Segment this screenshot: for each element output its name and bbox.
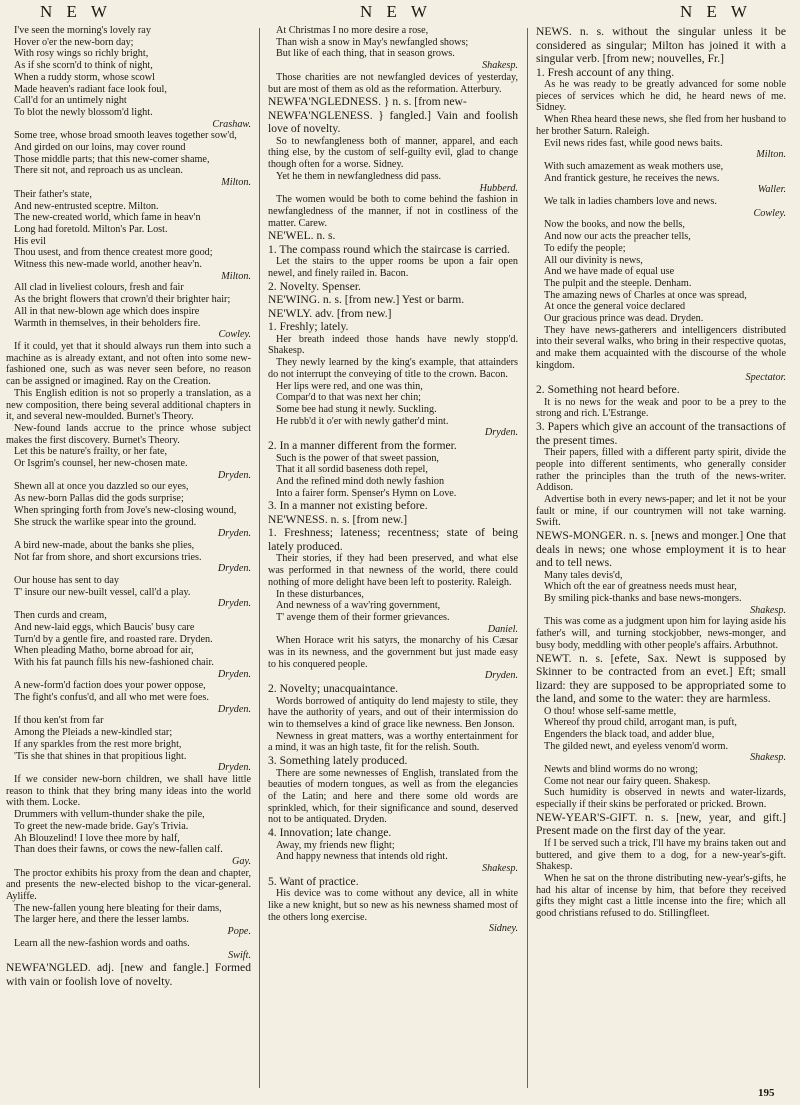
quotation-line: There sit not, and reproach us as unclean.	[14, 165, 183, 177]
quotation-line: When springing forth from Jove's new-closing wound,	[14, 504, 237, 516]
quotation-line: With rosy wings so richly bright,	[14, 48, 149, 60]
dictionary-entry-line: 1. Freshly; lately.	[268, 320, 349, 334]
citation-author: Dryden.	[217, 528, 251, 540]
citation-author: Shakesp.	[482, 60, 518, 72]
quotation-line: With his fat paunch fills his new-fashioned chair.	[14, 656, 214, 668]
quotation-line: We talk in ladies chambers love and news.	[544, 196, 717, 208]
quotation-line: It is no news for the weak and poor to be a prey to the strong and rich. L'Estrange.	[536, 396, 786, 420]
quotation-line: The new-fallen young here bleating for their dams,	[14, 902, 222, 914]
column-rule	[259, 28, 260, 1088]
quotation-line: 'Tis she that shines in that propitious light.	[14, 750, 187, 762]
quotation-line: Yet he them in newfangledness did pass.	[276, 170, 442, 182]
quotation-line: That it all sordid baseness doth repel,	[276, 464, 428, 476]
quotation-line: There are some newnesses of English, translated from the beauties of modern tongues, as well as from the elegancies of the Latin; and here and there some old words are sprinkled, which, for their significance and sound, deserved not to be antiquated. Dryden.	[268, 767, 518, 826]
dictionary-entry-line: NEWFA'NGLEDNESS. } n. s. [from new-	[268, 95, 467, 109]
quotation-line: Turn'd by a gentle fire, and roasted rare. Dryden.	[14, 633, 213, 645]
citation-author: Waller.	[757, 184, 786, 196]
quotation-line: This English edition is not so properly a translation, as a new composition, there being several additional chapters in it, and several new-moulded. Burnet's Theory.	[6, 387, 251, 423]
running-header-right: N E W	[680, 2, 752, 21]
page-number: 195	[758, 1087, 775, 1099]
quotation-line: T' insure our new-built vessel, call'd a play.	[14, 586, 191, 598]
quotation-line: Their stories, if they had been preserved, and what else was performed in that newness of the world, there could nothing of more delight have been left to posterity. Raleigh.	[268, 553, 518, 588]
quotation-line: When pleading Matho, borne abroad for air,	[14, 645, 194, 657]
citation-author: Cowley.	[753, 207, 786, 219]
citation-author: Dryden.	[217, 762, 251, 774]
quotation-line: Let the stairs to the upper rooms be upon a fair open newel, and finely railed in. Bacon.	[268, 256, 518, 280]
dictionary-entry-line: NEWS. n. s. without the singular unless it be considered as singular; Milton has joined it with a singular verb. [from new; nouvelles, Fr.]	[536, 25, 786, 65]
quotation-line: The women would be both to come behind the fashion in newfangledness of the manner, if not in costliness of the matter. Carew.	[268, 194, 518, 229]
quotation-line: Evil news rides fast, while good news baits.	[544, 137, 723, 149]
citation-author: Pope.	[227, 926, 251, 938]
quotation-line: Those middle parts; that this new-comer shame,	[14, 153, 210, 165]
quotation-line: The proctor exhibits his proxy from the dean and chapter, and presents the new-elected bishop to the vicar-general. Ayliffe.	[6, 867, 251, 903]
quotation-line: Among the Pleiads a new-kindled star;	[14, 727, 173, 739]
quotation-line: And frantick gesture, he receives the news.	[544, 172, 720, 184]
quotation-line: As the bright flowers that crown'd their brighter hair;	[14, 294, 231, 306]
quotation-line: All in that new-blown age which does inspire	[14, 305, 200, 317]
quotation-line: They have news-gatherers and intelligencers distributed into their several walks, who bring in their respective quotas, and make them acquainted with the discourse of the whole kingdom.	[536, 324, 786, 371]
dictionary-entry-line: NEWS-MONGER. n. s. [news and monger.] One that deals in news; one whose employment it is to hear and to tell news.	[536, 529, 786, 570]
quotation-line: All our divinity is news,	[544, 254, 643, 266]
dictionary-entry-line: 5. Want of practice.	[268, 874, 359, 888]
quotation-line: And girded on our loins, may cover round	[14, 142, 186, 154]
citation-author: Milton.	[221, 270, 251, 282]
citation-author: Dryden.	[484, 670, 518, 682]
quotation-line: When a ruddy storm, whose scowl	[14, 71, 155, 83]
dictionary-entry-line: NE'WEL. n. s.	[268, 229, 336, 243]
quotation-line: At Christmas I no more desire a rose,	[276, 25, 429, 36]
quotation-line: Which oft the ear of greatness needs must hear,	[544, 581, 737, 593]
quotation-line: Engenders the black toad, and adder blue,	[544, 728, 715, 740]
quotation-line: Witness this new-made world, another heav'n.	[14, 259, 202, 271]
quotation-line: And now our acts the preacher tells,	[544, 231, 691, 243]
citation-author: Dryden.	[217, 598, 251, 610]
quotation-line: Newts and blind worms do no wrong;	[544, 764, 698, 776]
citation-author: Sidney.	[488, 923, 518, 935]
quotation-line: Such humidity is observed in newts and water-lizards, especially if their skins be perforated or pricked. Brown.	[536, 787, 786, 811]
dictionary-entry-line: NEWFA'NGLENESS. } fangled.] Vain and foolish love of novelty.	[268, 108, 518, 136]
quotation-line: His evil	[14, 235, 46, 247]
quotation-line: The larger here, and there the lesser lambs.	[14, 914, 189, 926]
quotation-line: Long had foretold. Milton's Par. Lost.	[14, 223, 168, 235]
quotation-line: Her lips were red, and one was thin,	[276, 380, 423, 392]
quotation-line: And newness of a wav'ring government,	[276, 600, 441, 612]
quotation-line: Our house has sent to day	[14, 575, 119, 587]
quotation-line: She struck the warlike spear into the ground.	[14, 516, 197, 528]
quotation-line: The amazing news of Charles at once was spread,	[544, 289, 747, 301]
quotation-line: When Rhea heard these news, she fled from her husband to her brother Saturn. Raleigh.	[536, 114, 786, 137]
quotation-line: Into a fairer form. Spenser's Hymn on Love.	[276, 487, 457, 499]
dictionary-entry-line: 4. Innovation; late change.	[268, 826, 392, 840]
quotation-line: Made heaven's radiant face look foul,	[14, 83, 167, 95]
citation-author: Dryden.	[217, 563, 251, 575]
quotation-line: Drummers with vellum-thunder shake the pile,	[14, 809, 205, 821]
citation-author: Hubberd.	[479, 182, 518, 194]
quotation-line: If it could, yet that it should always run them into such a machine as is already extant, and not often into some new-fashioned one, such as was never seen before, no reason can be assigned or imagined. Ray on the Creation.	[6, 340, 251, 388]
dictionary-entry-line: 1. The compass round which the staircase is carried.	[268, 242, 510, 256]
quotation-line: He rubb'd it o'er with newly gather'd mint.	[276, 415, 449, 427]
quotation-line: To greet the new-made bride. Gay's Trivia.	[14, 820, 189, 832]
citation-author: Dryden.	[217, 469, 251, 481]
quotation-line: T' avenge them of their former grievances.	[276, 611, 450, 623]
quotation-line: If we consider new-born children, we shall have little reason to think that they bring many ideas into the world with them. Locke.	[6, 774, 251, 809]
dictionary-entry-line: 2. Novelty; unacquaintance.	[268, 682, 399, 696]
quotation-line: Let this be nature's frailty, or her fate,	[14, 446, 168, 458]
quotation-line: As he was ready to be greatly advanced for some noble pieces of services which he did, he heard news of me. Sidney.	[536, 79, 786, 114]
quotation-line: Their father's state,	[14, 188, 92, 200]
quotation-line: All clad in liveliest colours, fresh and fair	[14, 282, 184, 294]
quotation-line: And happy newness that intends old right.	[276, 851, 448, 863]
citation-author: Daniel.	[487, 623, 518, 635]
quotation-line: In these disturbances,	[276, 588, 364, 600]
column-right	[536, 25, 786, 1085]
dictionary-entry-line: NEWFA'NGLED. adj. [new and fangle.] Formed with vain or foolish love of novelty.	[6, 961, 251, 988]
quotation-line: By smiling pick-thanks and base news-mongers.	[544, 593, 742, 605]
dictionary-entry-line: 2. Novelty. Spenser.	[268, 279, 361, 293]
citation-author: Gay.	[232, 855, 251, 867]
quotation-line: Many tales devis'd,	[544, 569, 623, 581]
dictionary-entry-line: 2. Something not heard before.	[536, 383, 680, 397]
quotation-line: A bird new-made, about the banks she plies,	[14, 539, 195, 551]
quotation-line: Her breath indeed those hands have newly stopp'd. Shakesp.	[268, 333, 518, 357]
quotation-line: If I be served such a trick, I'll have my brains taken out and buttered, and give them to a dog, for a new-year's-gift. Shakesp.	[536, 837, 786, 873]
quotation-line: Learn all the new-fashion words and oaths.	[14, 937, 190, 949]
quotation-line: His device was to come without any device, all in white like a new knight, but so new as his newness shamed most of the others long exercise.	[268, 888, 518, 923]
dictionary-entry-line: 3. Something lately produced.	[268, 754, 408, 768]
quotation-line: Than does their fawns, or cows the new-fallen calf.	[14, 844, 223, 856]
quotation-line: And the refined mind doth newly fashion	[276, 475, 445, 487]
running-headers	[0, 2, 800, 24]
quotation-line: At once the general voice declared	[544, 301, 686, 313]
quotation-line: Our gracious prince was dead. Dryden.	[544, 313, 704, 325]
quotation-line: Words borrowed of antiquity do lend majesty to stile, they have the authority of years, and out of their intermission do win to themselves a kind of grace like newness. Ben Jonson.	[268, 695, 518, 731]
quotation-line: Than wish a snow in May's newfangled shows;	[276, 36, 469, 48]
quotation-line: If thou ken'st from far	[14, 715, 104, 727]
quotation-line: As new-born Pallas did the gods surprise;	[14, 493, 184, 505]
dictionary-entry-line: 2. In a manner different from the former.	[268, 439, 457, 453]
citation-author: Cowley.	[218, 329, 251, 341]
running-header-center: N E W	[360, 2, 432, 21]
quotation-line: Come not near our fairy queen. Shakesp.	[544, 775, 711, 787]
column-rule	[527, 28, 528, 1088]
quotation-line: So to newfangleness both of manner, apparel, and each thing else, by the custom of self-guilty evil, glad to change though often for a worse. Sidney.	[268, 135, 518, 171]
quotation-line: Or Isgrim's counsel, her new-chosen mate.	[14, 458, 188, 470]
dictionary-entry-line: 3. Papers which give an account of the transactions of the present times.	[536, 420, 786, 447]
dictionary-entry-line: 1. Fresh account of any thing.	[536, 65, 675, 79]
quotation-line: Ah Blouzelind! I love thee more by half,	[14, 832, 180, 844]
citation-author: Spectator.	[745, 371, 786, 383]
quotation-line: Some bee had stung it newly. Suckling.	[276, 403, 437, 415]
quotation-line: But like of each thing, that in season grows.	[276, 48, 455, 60]
quotation-line: And new-laid eggs, which Baucis' busy care	[14, 621, 195, 633]
citation-author: Shakesp.	[482, 863, 518, 875]
quotation-line: Some tree, whose broad smooth leaves together sow'd,	[14, 130, 237, 142]
quotation-line: To edify the people;	[544, 242, 626, 254]
quotation-line: Warmth in themselves, in their beholders fire.	[14, 317, 201, 329]
citation-author: Milton.	[756, 149, 786, 161]
dictionary-entry-line: NEW-YEAR'S-GIFT. n. s. [new, year, and gift.] Present made on the first day of the year.	[536, 810, 786, 838]
column-middle	[268, 25, 518, 1085]
quotation-line: A new-form'd faction does your power oppose,	[14, 680, 206, 692]
citation-author: Dryden.	[217, 668, 251, 680]
column-left	[6, 25, 251, 1085]
quotation-line: To blot the newly blossom'd light.	[14, 106, 153, 118]
quotation-line: Compar'd to that was next her chin;	[276, 392, 421, 404]
quotation-line: Now the books, and now the bells,	[544, 219, 685, 231]
running-header-left: N E W	[40, 2, 112, 21]
dictionary-entry-line: NE'WLY. adv. [from new.]	[268, 306, 392, 320]
quotation-line: New-found lands accrue to the prince whose subject makes the first discovery. Burnet's Theory.	[6, 422, 251, 446]
citation-author: Dryden.	[217, 703, 251, 715]
citation-author: Crashaw.	[212, 118, 251, 130]
quotation-line: I've seen the morning's lovely ray	[14, 25, 151, 36]
dictionary-entry-line: NEWT. n. s. [efete, Sax. Newt is supposed by Skinner to be contracted from an evet.] Eft; small lizard: they are supposed to be appropriated some to the land, and some to the water: they are harmless.	[536, 651, 786, 706]
quotation-line: Whereof thy proud child, arrogant man, is puft,	[544, 717, 737, 729]
quotation-line: Call'd for an untimely night	[14, 95, 127, 107]
quotation-line: When Horace writ his satyrs, the monarchy of his Cæsar was in its newness, and the government but just made easy to his conquered people.	[268, 635, 518, 670]
quotation-line: Advertise both in every news-paper; and let it not be your fault or mine, if our countrymen will not take warning. Swift.	[536, 494, 786, 529]
quotation-line: With such amazement as weak mothers use,	[544, 160, 724, 172]
citation-author: Shakesp.	[750, 752, 786, 764]
quotation-line: The new-created world, which fame in heav'n	[14, 212, 201, 224]
quotation-line: Hover o'er the new-born day;	[14, 36, 134, 48]
quotation-line: Such is the power of that sweet passion,	[276, 452, 439, 464]
citation-author: Dryden.	[484, 427, 518, 439]
quotation-line: They newly learned by the king's example, that attainders do not interrupt the conveying of title to the crown. Bacon.	[268, 357, 518, 380]
dictionary-entry-line: 3. In a manner not existing before.	[268, 499, 428, 513]
quotation-line: And we have made of equal use	[544, 266, 675, 278]
quotation-line: When he sat on the throne distributing new-year's-gifts, he had his altar of incense by him, that before they received gifts they might cast a little incense into the fire; which all good christians refused to do. Stillingfleet.	[536, 872, 786, 920]
quotation-line: As if she scorn'd to think of night,	[14, 60, 153, 72]
quotation-line: This was come as a judgment upon him for laying aside his father's will, and turning stockjobber, news-monger, and busy body, meddling with other people's affairs. Arbuthnot.	[536, 616, 786, 651]
quotation-line: Newness in great matters, was a worthy entertainment for a mind, it was an high taste, fit for the relish. South.	[268, 730, 518, 754]
dictionary-entry-line: NE'WING. n. s. [from new.] Yest or barm.	[268, 293, 465, 307]
quotation-line: Thou usest, and from thence createst more good;	[14, 247, 213, 259]
quotation-line: Then curds and cream,	[14, 610, 107, 622]
quotation-line: O thou! whose self-same mettle,	[544, 705, 677, 717]
quotation-line: Those charities are not newfangled devices of yesterday, but are most of them as old as the reformation. Atterbury.	[268, 71, 518, 95]
quotation-line: And new-entrusted sceptre. Milton.	[14, 200, 159, 212]
dictionary-entry-line: 1. Freshness; lateness; recentness; state of being lately produced.	[268, 526, 518, 553]
quotation-line: Shewn all at once you dazzled so our eyes,	[14, 481, 189, 493]
quotation-line: Their papers, filled with a different party spirit, divide the people into different sentiments, who generally consider rather the principles than the truth of the news-writer. Addison.	[536, 447, 786, 494]
quotation-line: The gilded newt, and eyeless venom'd worm.	[544, 740, 729, 752]
quotation-line: If any sparkles from the rest more bright,	[14, 738, 182, 750]
citation-author: Swift.	[228, 949, 251, 961]
dictionary-entry-line: NE'WNESS. n. s. [from new.]	[268, 512, 408, 526]
quotation-line: The pulpit and the steeple. Denham.	[544, 277, 692, 289]
quotation-line: The fight's confus'd, and all who met were foes.	[14, 692, 209, 704]
citation-author: Shakesp.	[750, 604, 786, 616]
quotation-line: Not far from shore, and short excursions tries.	[14, 551, 202, 563]
quotation-line: Away, my friends new flight;	[276, 839, 395, 851]
citation-author: Milton.	[221, 177, 251, 189]
